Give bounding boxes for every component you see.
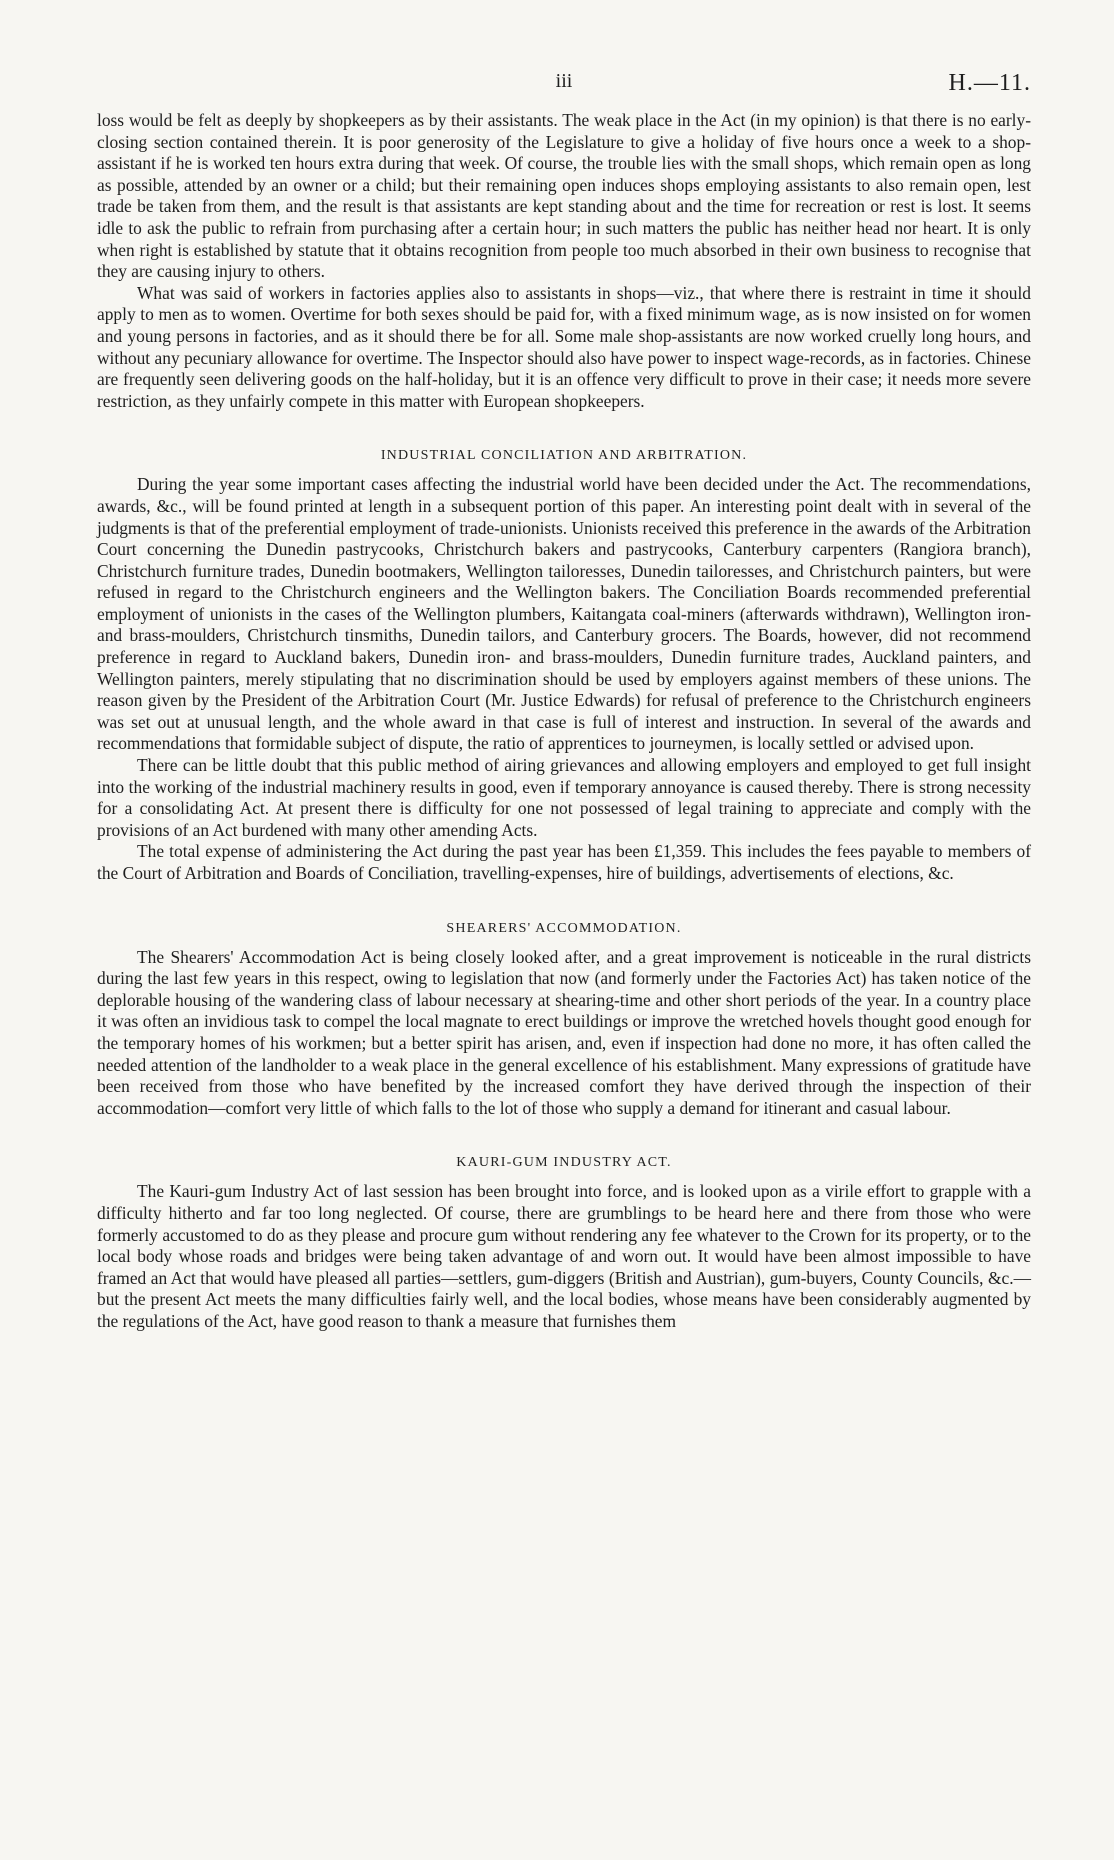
paragraph: loss would be felt as deeply by shopkeepers as by their assistants. The weak place in the Act (in my opinion) is that there is no early-closing section contained therein. It is poor generosity of the Legislature to give a holiday of five hours once a week to a shop-assistant if he is worked ten hours extra during that week. Of course, the trouble lies with the small shops, which remain open as long as possible, attended by an owner or a child; but their remaining open induces shops employing assistants to also remain open, lest trade be taken from them, and the result is that assistants are kept standing about and the time for recreation or rest is lost. It seems idle to ask the public to refrain from purchasing after a certain hour; in such matters the public has neither head nor heart. It is only when right is established by statute that it obtains recognition from people too much absorbed in their own business to recognise that they are causing injury to others. bbox=[97, 110, 1031, 282]
paragraph: During the year some important cases affecting the industrial world have been decided under the Act. The recommendations, awards, &c., will be found printed at length in a subsequent portion of this paper. An interesting point dealt with in several of the judgments is that of the preferential employment of trade-unionists. Unionists received this preference in the awards of the Arbitration Court concerning the Dunedin pastrycooks, Christchurch bakers and pastrycooks, Canterbury carpenters (Rangiora branch), Christchurch furniture trades, Dunedin bootmakers, Wellington tailoresses, Dunedin tailoresses, and Christchurch painters, but were refused in regard to the Christchurch engineers and the Wellington bakers. The Conciliation Boards recommended preferential employment of unionists in the cases of the Wellington plumbers, Kaitangata coal-miners (afterwards withdrawn), Wellington iron- and brass-moulders, Christchurch tinsmiths, Dunedin tailors, and Canterbury grocers. The Boards, however, did not recommend preference in regard to Auckland bakers, Dunedin iron- and brass-moulders, Dunedin furniture trades, Auckland painters, and Wellington painters, merely stipulating that no discrimination should be used by employers against members of these unions. The reason given by the President of the Arbitration Court (Mr. Justice Edwards) for refusal of preference to the Christchurch engineers was set out at unusual length, and the whole award in that case is full of interest and instruction. In several of the awards and recommendations that formidable subject of dispute, the ratio of apprentices to journeymen, is locally settled or advised upon. bbox=[97, 474, 1031, 754]
paragraph: The Kauri-gum Industry Act of last session has been brought into force, and is looked upon as a virile effort to grapple with a difficulty hitherto and far too long neglected. Of course, there are grumblings to be heard here and there from those who were formerly accustomed to do as they please and procure gum without rendering any fee whatever to the Crown for its property, or to the local body whose roads and bridges were being taken advantage of and worn out. It would have been almost impossible to have framed an Act that would have pleased all parties—settlers, gum-diggers (British and Austrian), gum-buyers, County Councils, &c.—but the present Act meets the many difficulties fairly well, and the local bodies, whose means have been considerably augmented by the regulations of the Act, have good reason to thank a measure that furnishes them bbox=[97, 1181, 1031, 1331]
arbitration-section bbox=[97, 474, 1031, 884]
kauri-section bbox=[97, 1181, 1031, 1332]
section-heading: INDUSTRIAL CONCILIATION AND ARBITRATION. bbox=[380, 448, 748, 464]
document-reference: H.—11. bbox=[948, 70, 1031, 96]
section-heading: SHEARERS' ACCOMMODATION. bbox=[446, 920, 682, 936]
intro-section bbox=[97, 110, 1031, 412]
section-heading: KAURI-GUM INDUSTRY ACT. bbox=[456, 1155, 672, 1171]
paragraph: The Shearers' Accommodation Act is being closely looked after, and a great improvement is noticeable in the rural districts during the last few years in this respect, owing to legislation that now (and formerly under the Factories Act) has taken notice of the deplorable housing of the wandering class of labour necessary at shearing-time and other short periods of the year. In a country place it was often an invidious task to compel the local magnate to erect buildings or improve the wretched hovels thought good enough for the temporary homes of his workmen; but a better spirit has arisen, and, even if inspection had done no more, it has often called the needed attention of the landholder to a weak place in the general excellence of his establishment. Many expressions of gratitude have been received from those who have benefited by the increased comfort they have derived through the inspection of their accommodation—comfort very little of which falls to the lot of those who supply a demand for itinerant and casual labour. bbox=[97, 946, 1031, 1118]
paragraph: There can be little doubt that this public method of airing grievances and allowing employers and employed to get full insight into the working of the industrial machinery results in good, even if temporary annoyance is caused thereby. There is strong necessity for a consolidating Act. At present there is difficulty for one not possessed of legal training to appreciate and comply with the provisions of an Act burdened with many other amending Acts. bbox=[97, 755, 1031, 840]
page-number: iii bbox=[555, 70, 573, 92]
shearers-section bbox=[97, 947, 1031, 1120]
paragraph: What was said of workers in factories applies also to assistants in shops—viz., that where there is restraint in time it should apply to men as to women. Overtime for both sexes should be paid for, with a fixed minimum wage, as is now insisted on for women and young persons in factories, and as it should there be for all. Some male shop-assistants are now worked cruelly long hours, and without any pecuniary allowance for overtime. The Inspector should also have power to inspect wage-records, as in factories. Chinese are frequently seen delivering goods on the half-holiday, but it is an offence very difficult to prove in their case; it needs more severe restriction, as they unfairly compete in this matter with European shopkeepers. bbox=[97, 282, 1031, 411]
document-page bbox=[97, 70, 1031, 1333]
paragraph: The total expense of administering the Act during the past year has been £1,359. This includes the fees payable to members of the Court of Arbitration and Boards of Conciliation, travelling-expenses, hire of buildings, advertisements of elections, &c. bbox=[97, 841, 1031, 883]
page-header bbox=[97, 70, 1031, 110]
